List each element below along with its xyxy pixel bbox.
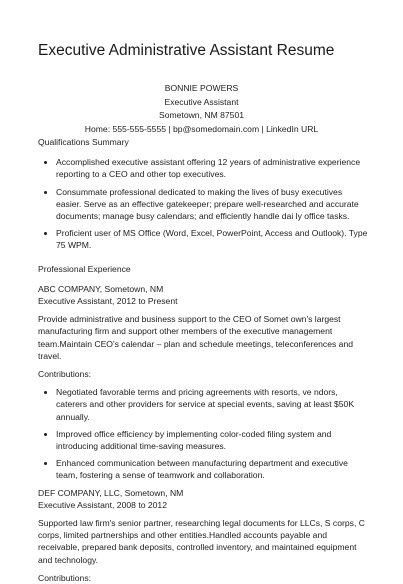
list-item: • Consummate professional dedicated to making the lives of busy executives easier. Serve as an effective gatekeeper; prepare well-researched and accurate documents; manage busy calendars; and efficiently handle dai ly office tasks. (56, 186, 368, 223)
contact-block (0, 82, 403, 136)
job-description: Supported law firm's senior partner, researching legal documents for LLCs, S corps, C corps, limited partnerships and other entities.Handled accounts payable and receivable, prepared bank deposits, controlled inventory, and maintained equipment and technology. (38, 518, 365, 565)
job-description: Provide administrative and business support to the CEO of Somet own's largest manufacturing firm and support other members of the executive management team.Maintain CEO's calendar – plan and schedule meetings, teleconferences and travel. (38, 314, 354, 361)
list-item: • Improved office efficiency by implementing color-coded filing system and introducing additional time-saving measures. (56, 428, 368, 452)
contributions-heading: Contributions: (38, 369, 92, 380)
contact-details: Home: 555-555-5555 | bp@somedomain.com | LinkedIn URL (84, 123, 319, 134)
qualifications-list (38, 156, 368, 251)
qualifications-heading: Qualifications Summary (38, 137, 129, 147)
contributions-list (38, 386, 368, 481)
contact-name: BONNIE POWERS (164, 83, 239, 93)
list-item: • Accomplished executive assistant offering 12 years of administrative experience reporting to a CEO and other top executives. (56, 156, 368, 180)
job-company: DEF COMPANY, LLC, Sometown, NM (38, 487, 184, 498)
contributions-heading: Contributions: (38, 572, 92, 583)
list-item: • Negotiated favorable terms and pricing agreements with resorts, ve ndors, caterers and other providers for service at special events, saving at least $50K annually. (56, 386, 368, 423)
list-item: • Proficient user of MS Office (Word, Excel, PowerPoint, Access and Outlook). Type 75 WPM. (56, 227, 368, 251)
experience-heading: Professional Experience (38, 263, 131, 274)
job-role: Executive Assistant, 2008 to 2012 (38, 499, 167, 510)
job-role: Executive Assistant, 2012 to Present (38, 296, 178, 307)
document-title: Executive Administrative Assistant Resume (38, 42, 335, 59)
contact-location: Sometown, NM 87501 (158, 110, 245, 120)
contact-position: Executive Assistant (164, 96, 239, 107)
resume-body (38, 136, 368, 584)
list-item: • Enhanced communication between manufacturing department and executive team, fostering a sense of teamwork and collaboration. (56, 457, 368, 481)
job-company: ABC COMPANY, Sometown, NM (38, 283, 164, 294)
